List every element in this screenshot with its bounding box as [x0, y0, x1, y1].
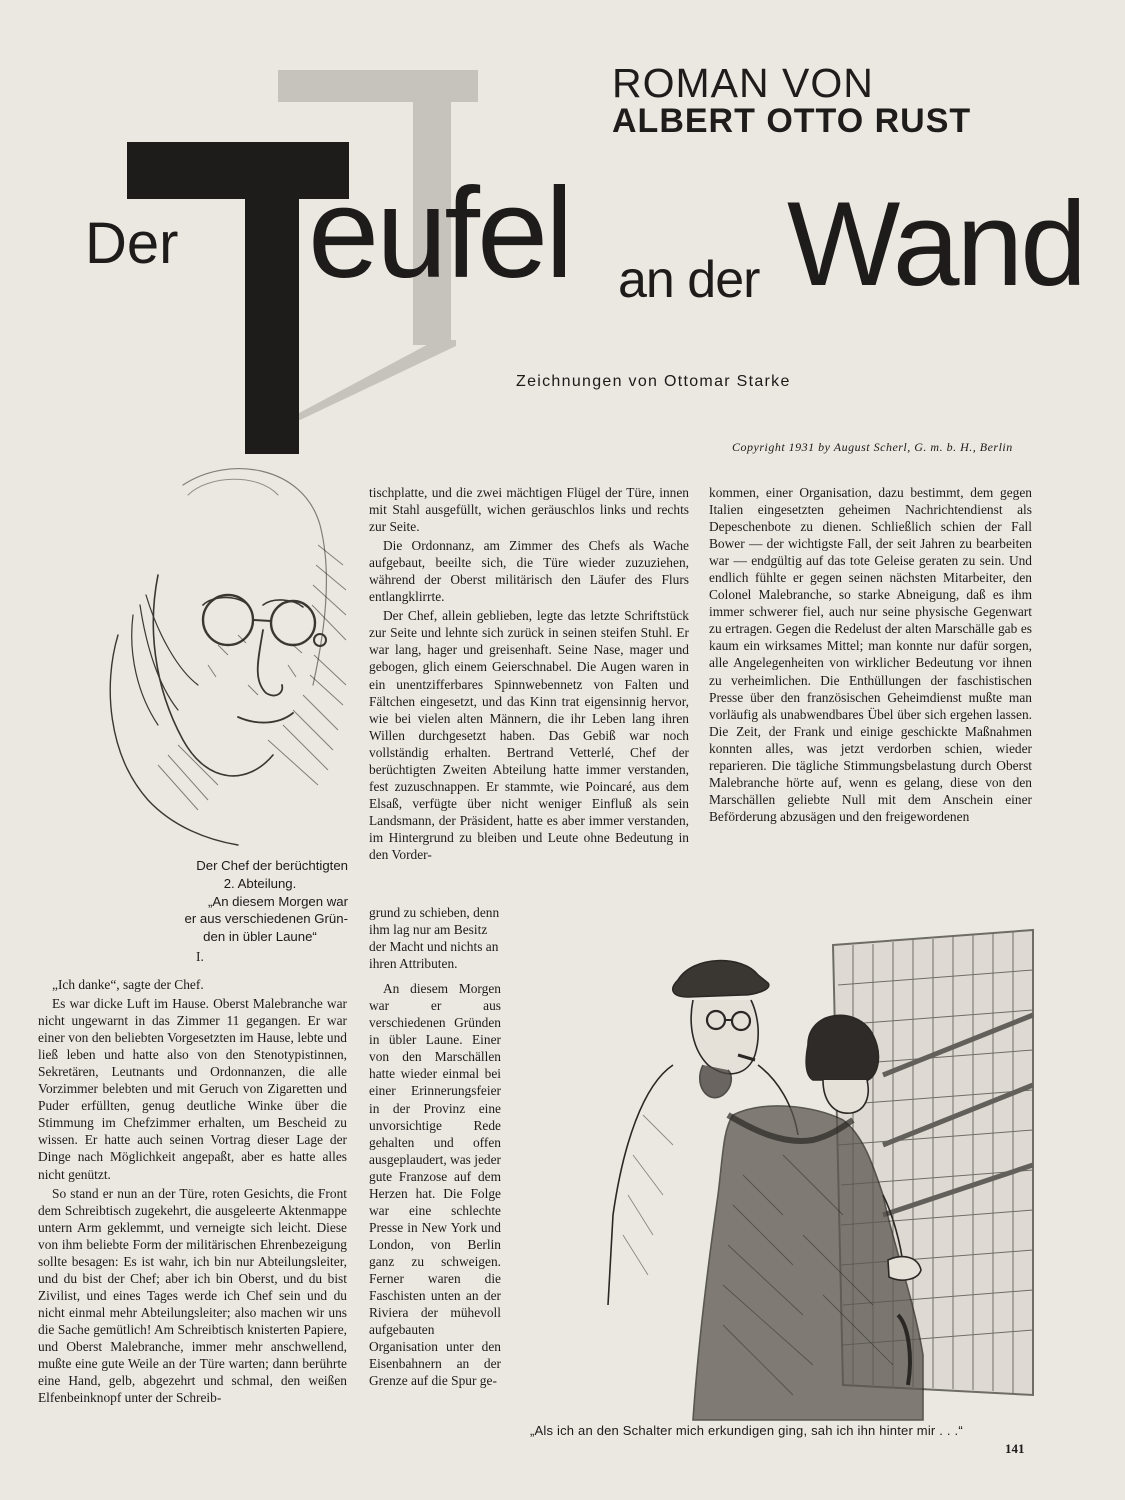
paragraph: grund zu schieben, denn ihm lag nur am Besitz der Macht und nichts an ihren Attributen. — [369, 905, 500, 972]
chapter-number: I. — [196, 949, 204, 964]
drawing-man-and-woman-at-counter-icon — [583, 915, 1038, 1425]
paragraph: kommen, einer Organisation, dazu bestimmt, dem gegen Italien eingesetzten geheimen Nachrichtendienst als Depeschenbote zu dienen. Schließlich schien der Fall Bower — der wichtigste Fall, der seit Jahren zu bearbeiten war — endgültig auf das tote Geleise geraten zu sein. Und endlich fühlte er gegen seinen nächsten Mitarbeiter, den Colonel Malebranche, so starke Abneigung, daß es ihm immer schwerer fiel, auch nur seine physische Gegenwart zu ertragen. Gegen die Redelust der alten Marschälle gab es kaum ein wirksames Mittel; man konnte nur dafür sorgen, alle Angelegenheiten von wirklicher Bedeutung vor ihnen zu verheimlichen. Die Enthüllungen der faschistischen Presse über den französischen Geheimdienst mußte man vorläufig als unabwendbares Übel über sich ergehen lassen. Die Zeit, der Frank und einige geschickte Maßnahmen konnten alles, was jetzt verdorben schien, wieder reparieren. Die tägliche Stimmungsbelastung durch Oberst Malebranche hörte auf, wenn es gelang, diese von den Marschällen geliebte Null mit dem Anschein einer Beförderung abzusägen und den freigewordenen — [709, 485, 1032, 824]
title-big-t-stem — [245, 142, 299, 454]
portrait-caption-line: Der Chef der berüchtigten — [196, 858, 348, 873]
paragraph: Der Chef, allein geblieben, legte das letzte Schriftstück zur Seite und lehnte sich zurück in seinen steifen Stuhl. Er war lang, hager und greisenhaft. Seine Nase, mager und gebogen, glich einem Geierschnabel. Die Augen waren in ein unentzifferbares Spinnwebennetz von Falten und Fältchen eingesetzt, und das Kinn trat eigensinnig hervor, wie bei vielen alten Männern, die ihr Leben lang ihren Willen durchgesetzt haben. Das Gebiß war noch vollständig erhalten. Bertrand Vetterlé, Chef der berüchtigten Zweiten Abteilung hatte immer verstanden, fest zuzuschnappen. Er stammte, wie Poincaré, aus dem Elsaß, verfügte über nicht weniger Einfluß als sein Landsmann, der Präsident, hatte es aber immer verstanden, im Hintergrund zu bleiben und Leute ohne Bedeutung in den Vorder- — [369, 608, 689, 862]
title-word-eufel: eufel — [308, 162, 571, 305]
series-label: ROMAN VON — [612, 60, 874, 106]
portrait-caption-line: 2. Abteilung. — [223, 875, 297, 891]
text-column-2 — [369, 484, 689, 863]
illustrator-credit: Zeichnungen von Ottomar Starke — [516, 373, 791, 390]
drawing-portrait-man-glasses-icon — [88, 455, 348, 850]
paragraph: Die Ordonnanz, am Zimmer des Chefs als Wache aufgebaut, beeilte sich, die Türe wieder zuzuziehen, während der Oberst militärisch den Läufer des Flurs entlangklirrte. — [369, 538, 689, 605]
paragraph: So stand er nun an der Türe, roten Gesichts, die Front dem Schreibtisch zugekehrt, die ausgeleerte Aktenmappe untern Arm geklemmt, und verneigte sich leicht. Diese von ihm beliebte Form der militärischen Ehrenbezeigung sollte besagen: Es ist wahr, ich bin nur Abteilungsleiter, und du bist der Chef; aber ich bin Oberst, und du bist Zivilist, und eines Tages werde ich Chef sein und du nicht einmal mehr Abteilungsleiter; also machen wir uns die Sache gemütlich! Am Schreibtisch knisterten Papiere, und Oberst Malebranche, immer mehr anschwellend, mußte eine gute Weile an der Türe warten; dann berührte eine Hand, gelb, abgezehrt und schmal, den weißen Elfenbeinknopf unter der Schreib- — [38, 1185, 347, 1406]
text-column-1 — [38, 976, 347, 1406]
paragraph: Es war dicke Luft im Hause. Oberst Malebranche war nicht ungewarnt in das Zimmer 11 gegangen. Er war einer von den beliebten Vorgesetzten im Hause, lebte und ließ leben und hatte also von den Stenotypistinnen, Sekretären, Leutnants und Ordonnanzen, die alle Vorzimmer belebten und mit Geruch von Zigaretten und Puder erfüllten, genug deutliche Winke über die Stimmung im Chefzimmer erhalten, um Bescheid zu wissen. Er hatte auch seinen Vortrag dieser Lage der Dinge nach Möglichkeit angepaßt, aber es hatte alles nicht genützt. — [38, 996, 347, 1182]
portrait-caption-line: „An diesem Morgen war — [208, 893, 348, 909]
text-column-2-continued — [369, 904, 501, 1389]
author-name: ALBERT OTTO RUST — [612, 102, 972, 140]
copyright-line: Copyright 1931 by August Scherl, G. m. b. H., Berlin — [732, 440, 1013, 454]
text-column-3 — [709, 484, 1032, 825]
portrait-caption-line: er aus verschiedenen Grün- — [184, 911, 348, 927]
paragraph: An diesem Morgen war er aus verschiedenen Gründen in übler Laune. Einer von den Marschällen hatte wieder einmal bei einer Erinnerungsfeier in der Provinz eine unvorsichtige Rede gehalten und offen ausgeplaudert, was jeder gute Franzose auf dem Herzen hat. Die Folge war eine schlechte Presse in New York und London, von Berlin ganz zu schweigen. Ferner waren die Faschisten unten an der Riviera der mühevoll aufgebauten Organisation unter den Eisenbahnern an der Grenze auf die Spur ge- — [369, 981, 501, 1389]
portrait-caption — [172, 857, 348, 946]
title-word-wand: Wand — [787, 177, 1085, 311]
paragraph: „Ich danke“, sagte der Chef. — [52, 977, 204, 992]
title-word-der: Der — [85, 211, 179, 276]
title-shadow-diagonal — [286, 340, 456, 420]
scene-caption: „Als ich an den Schalter mich erkundigen ging, sah ich ihn hinter mir . . .“ — [530, 1423, 963, 1438]
page-number: 141 — [1005, 1441, 1025, 1456]
title-word-an-der: an der — [618, 251, 760, 309]
paragraph: tischplatte, und die zwei mächtigen Flügel der Türe, innen mit Stahl ausgefüllt, wichen geräuschlos links und rechts zur Seite. — [369, 485, 689, 535]
portrait-caption-line: den in übler Laune“ — [203, 929, 317, 945]
